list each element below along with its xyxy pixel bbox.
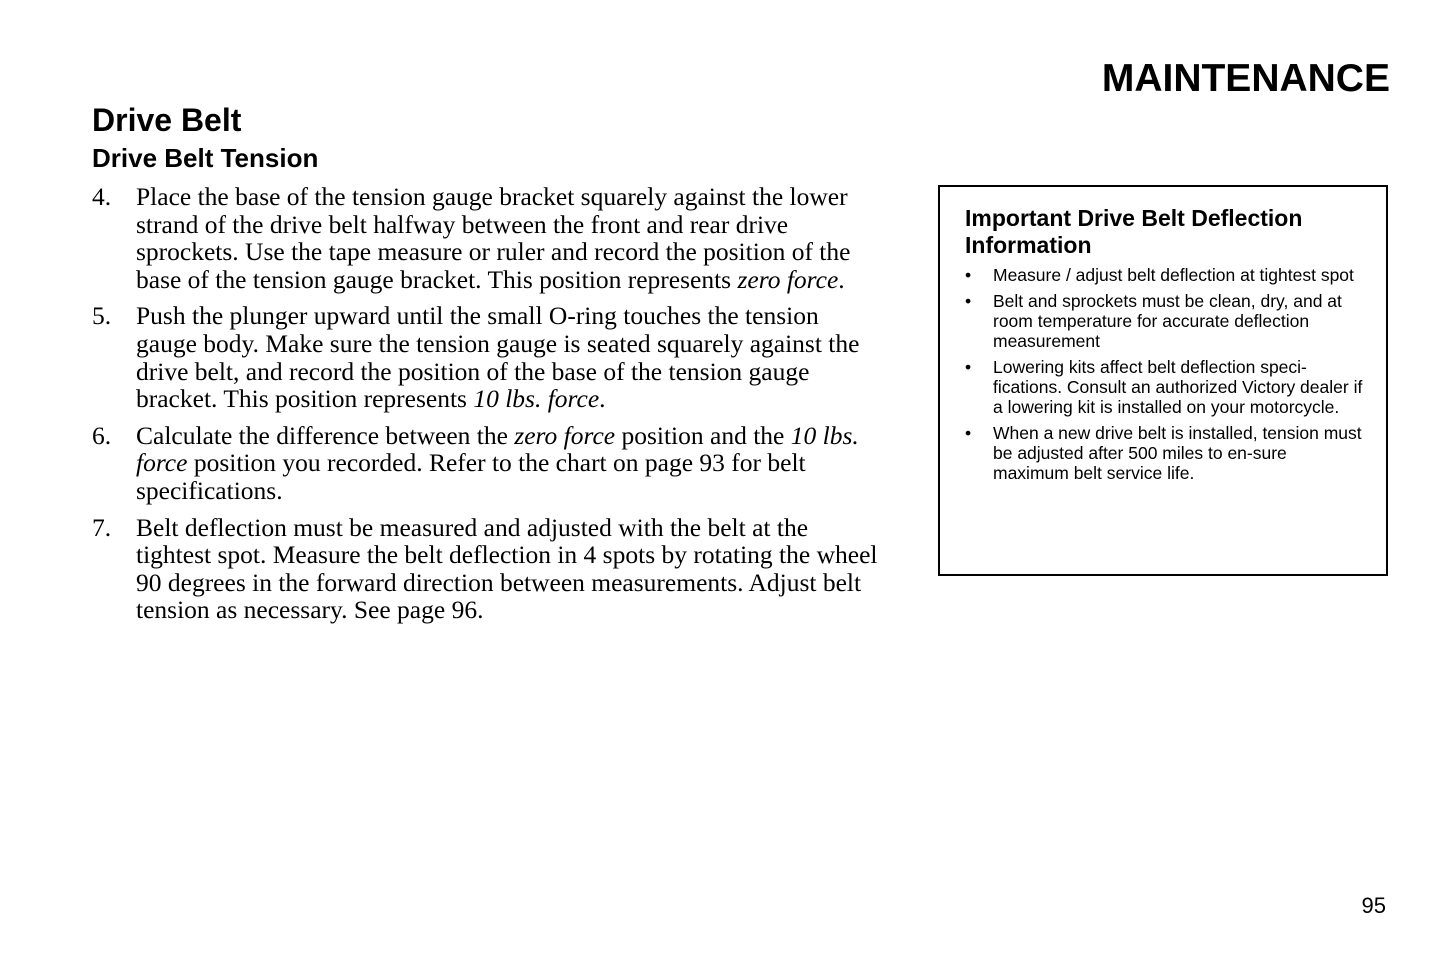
- step-number: 7.: [92, 512, 112, 542]
- term-zero-force: zero force: [514, 420, 616, 450]
- page-title: Drive Belt: [92, 102, 242, 138]
- step-text: Calculate the difference between the zero force position and the 10 lbs. force position you recorded. Refer to the chart on page 93 for belt specifications.: [136, 420, 859, 505]
- step-text: Place the base of the tension gauge bracket squarely against the lower strand of the drive belt halfway between the front and rear drive sprockets. Use the tape measure or ruler and record the position of the base of the tension gauge bracket. This position represents zero force.: [136, 182, 851, 294]
- term-10-lbs-force: 10 lbs. force: [473, 384, 600, 414]
- step-item: [92, 422, 882, 505]
- callout-bullet-item: [965, 265, 1365, 285]
- step-item: [92, 183, 882, 293]
- step-list: [92, 183, 882, 633]
- bullet-text: Belt and sprockets must be clean, dry, and at room temperature for accurate deflection measurement: [993, 291, 1342, 351]
- term-zero-force: zero force: [737, 264, 839, 294]
- bullet-icon: •: [965, 357, 972, 377]
- step-number: 5.: [92, 301, 112, 331]
- step-text: Push the plunger upward until the small O-ring touches the tension gauge body. Make sure the tension gauge is seated squarely against the drive belt, and record the position of the base of the tension gauge bracket. This position represents 10 lbs. force.: [136, 301, 860, 414]
- bullet-icon: •: [965, 291, 972, 311]
- callout-title: Important Drive Belt Deflection Information: [965, 205, 1303, 258]
- step-number: 6.: [92, 420, 112, 450]
- term-10-lbs-force: 10 lbs. force: [136, 420, 859, 478]
- page-subtitle: Drive Belt Tension: [92, 143, 319, 173]
- bullet-text: Measure / adjust belt deflection at tightest spot: [993, 265, 1354, 285]
- info-callout-box: [938, 185, 1388, 576]
- step-item: [92, 302, 882, 412]
- page-number: 95: [1361, 893, 1386, 918]
- step-text: Belt deflection must be measured and adjusted with the belt at the tightest spot. Measure the belt deflection in 4 spots by rotating the wheel 90 degrees in the forward direction between measurements. Adjust belt tension as necessary. See page 96.: [136, 512, 878, 625]
- step-number: 4.: [92, 182, 112, 211]
- callout-bullet-item: [965, 357, 1365, 417]
- bullet-text: When a new drive belt is installed, tension must be adjusted after 500 miles to en-sure maximum belt service life.: [993, 423, 1362, 483]
- step-item: [92, 514, 882, 624]
- callout-bullet-item: [965, 423, 1365, 483]
- bullet-icon: •: [965, 423, 972, 443]
- bullet-text: Lowering kits affect belt deflection speci-fications. Consult an authorized Victory dealer if a lowering kit is installed on your motorcycle.: [993, 357, 1363, 417]
- callout-bullet-item: [965, 291, 1365, 351]
- callout-bullet-list: [965, 265, 1365, 489]
- section-header: MAINTENANCE: [1101, 57, 1390, 100]
- bullet-icon: •: [965, 265, 972, 285]
